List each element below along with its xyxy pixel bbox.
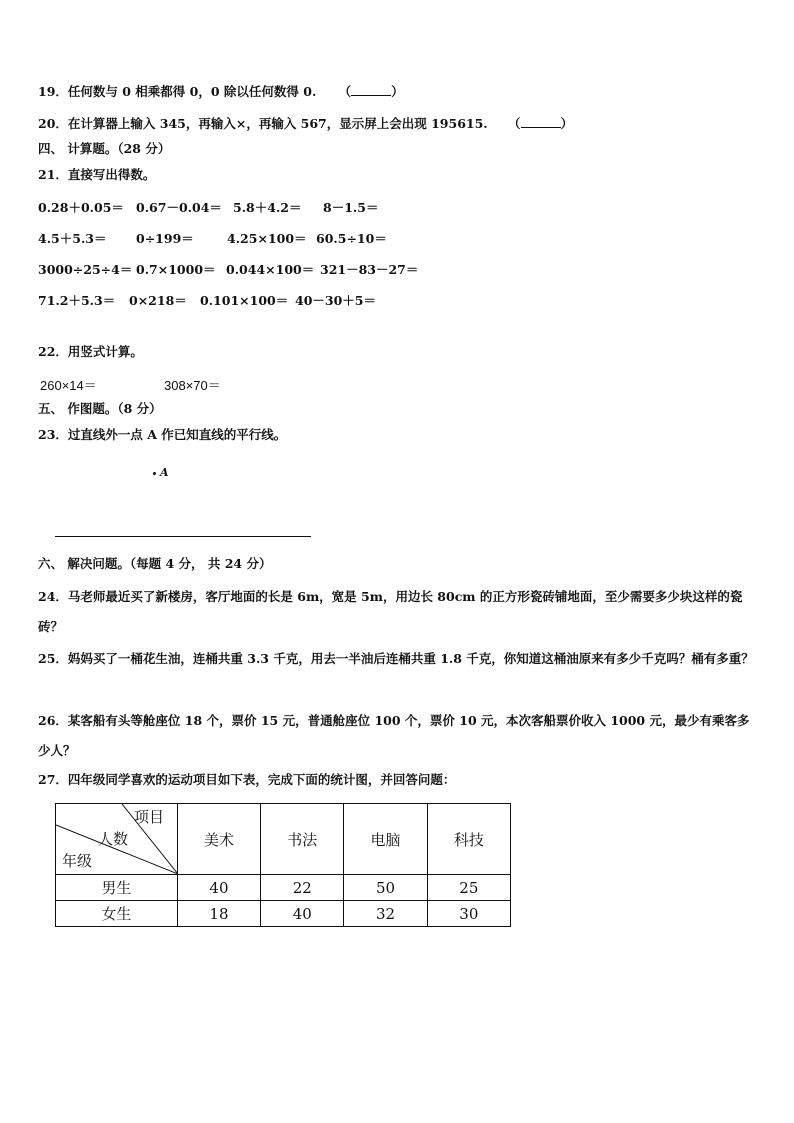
column-header: 电脑 [344,804,427,875]
question-22-text: 22．用竖式计算。 [38,344,143,359]
question-19-text: 19．任何数与 0 相乘都得 0，0 除以任何数得 0. [38,84,317,99]
answer-blank-19[interactable] [351,85,391,96]
calc-item: 8－1.5＝ [323,200,379,215]
row-label: 女生 [56,901,178,927]
question-20-text: 20．在计算器上输入 345，再输入×，再输入 567，显示屏上会出现 195615. [38,116,488,131]
calc-item: 60.5÷10＝ [316,231,387,246]
calc-item: 0.28＋0.05＝ [38,200,124,215]
vertical-calc-item: 260×14＝ [40,378,97,393]
section-4-heading: 四、 计算题。（28 分） [38,141,171,156]
calc-item: 0÷199＝ [136,231,194,246]
point-a [153,466,169,479]
point-dot [153,472,156,475]
given-line [55,536,311,537]
table-cell: 18 [177,901,260,927]
column-header: 书法 [261,804,344,875]
table-cell: 25 [427,875,510,901]
table-cell: 22 [261,875,344,901]
calc-item: 321－83－27＝ [320,262,419,277]
table-row [56,901,511,927]
stats-table [55,803,511,927]
calc-item: 40－30＋5＝ [295,293,376,308]
table-cell: 50 [344,875,427,901]
table-header-row [56,804,511,875]
calc-item: 3000÷25÷4＝ [38,262,133,277]
calc-item: 71.2＋5.3＝ [38,293,116,308]
column-header: 科技 [427,804,510,875]
question-21-text: 21．直接写出得数。 [38,167,156,182]
calc-item: 0.67－0.04＝ [136,200,222,215]
section-5-heading: 五、 作图题。（8 分） [38,401,162,416]
calc-item: 5.8＋4.2＝ [233,200,302,215]
calc-item: 4.5＋5.3＝ [38,231,107,246]
question-25: 25．妈妈买了一桶花生油，连桶共重 3.3 千克，用去一半油后连桶共重 1.8 千克，你知道这桶油原来有多少千克吗？桶有多重？ [38,651,754,666]
table-cell: 40 [177,875,260,901]
question-20: 20．在计算器上输入 345，再输入×，再输入 567，显示屏上会出现 195615. （ ） [38,116,574,131]
table-row [56,875,511,901]
question-24: 24．马老师最近买了新楼房，客厅地面的长是 6m，宽是 5m，用边长 80cm 的正方形瓷砖铺地面，至少需要多少块这样的瓷砖？ [38,589,743,634]
question-23-text: 23．过直线外一点 A 作已知直线的平行线。 [38,427,287,442]
calc-item: 4.25×100＝ [227,231,307,246]
calc-item: 0.044×100＝ [226,262,315,277]
calc-item: 0.101×100＝ [200,293,289,308]
table-cell: 30 [427,901,510,927]
point-a-label: A [160,466,169,479]
question-26: 26．某客船有头等舱座位 18 个，票价 15 元，普通舱座位 100 个，票价 10 元，本次客船票价收入 1000 元，最少有乘客多少人？ [38,713,750,758]
calc-item: 0×218＝ [129,293,187,308]
corner-label-grade: 年级 [62,852,93,870]
vertical-calc-item: 308×70＝ [164,378,221,393]
section-6-heading: 六、 解决问题。（每题 4 分， 共 24 分） [38,556,272,571]
question-27-text: 27．四年级同学喜欢的运动项目如下表，完成下面的统计图，并回答问题： [38,772,456,787]
calc-item: 0.7×1000＝ [136,262,216,277]
column-header: 美术 [177,804,260,875]
answer-blank-20[interactable] [521,117,561,128]
question-19: 19．任何数与 0 相乘都得 0，0 除以任何数得 0. （ ） [38,84,404,99]
table-cell: 32 [344,901,427,927]
row-label: 男生 [56,875,178,901]
table-cell: 40 [261,901,344,927]
corner-label-project: 项目 [134,808,165,826]
diagonal-header-cell [56,804,178,875]
corner-label-count: 人数 [98,830,129,848]
